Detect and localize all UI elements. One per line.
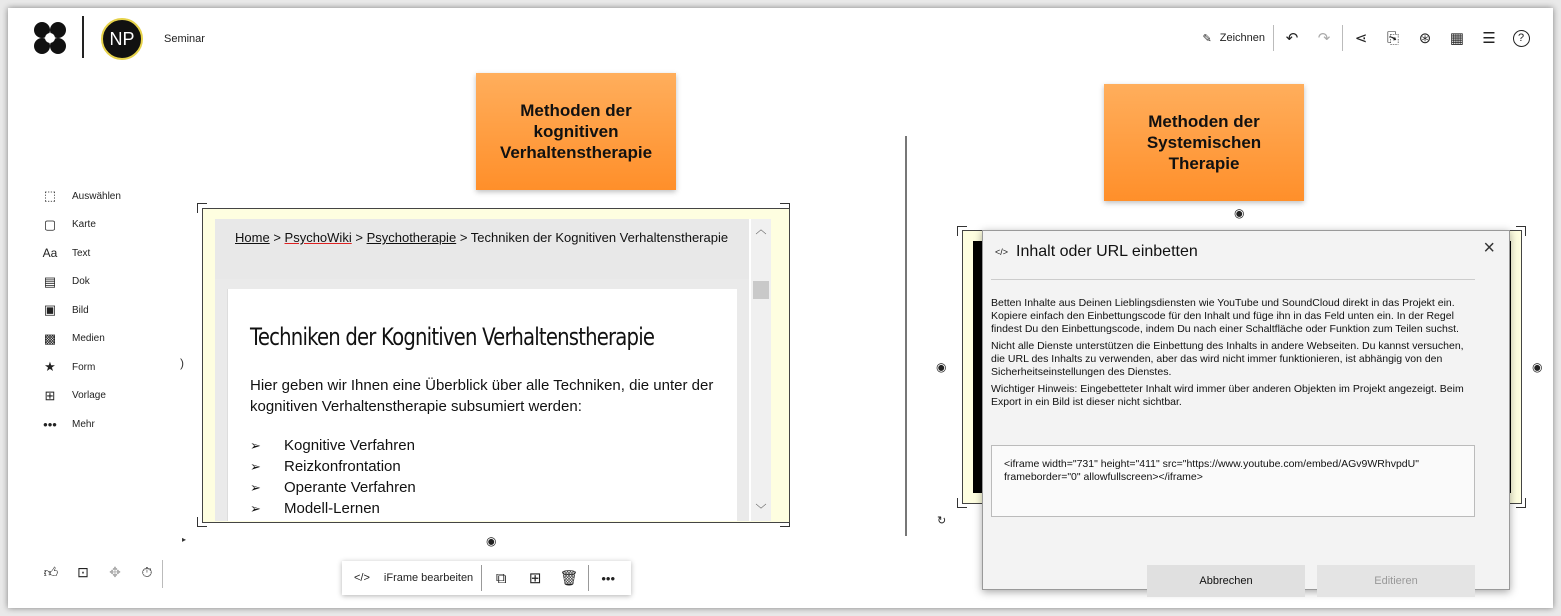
sidebar-item-label: Karte xyxy=(72,219,96,231)
edit-iframe-button[interactable] xyxy=(348,561,479,595)
caret-icon: ▸ xyxy=(182,535,187,544)
sidebar-item-card[interactable] xyxy=(38,211,178,240)
dialog-title xyxy=(995,243,1198,261)
toolbar-separator xyxy=(481,565,482,591)
sidebar-item-more[interactable] xyxy=(38,410,178,439)
iframe-card[interactable] xyxy=(202,208,790,523)
delete-button[interactable] xyxy=(552,561,586,595)
save-button[interactable] xyxy=(1377,22,1409,54)
redo-icon: ↷ xyxy=(1317,30,1331,47)
sidebar-item-label: Dok xyxy=(72,276,90,288)
duplicate-icon: ⧉ xyxy=(495,569,507,587)
heading-text: Methoden der kognitiven Verhaltenstherapie xyxy=(499,101,653,162)
top-toolbar xyxy=(1199,22,1537,54)
like-icon[interactable]: 👍︎ xyxy=(43,564,59,580)
embed-code-input[interactable]: <iframe width="731" height="411" src="https://www.youtube.com/embed/AGv9WRhvpdU" frameborder="0" allowfullscreen></iframe> xyxy=(991,445,1475,517)
sidebar-item-label: Mehr xyxy=(72,418,95,430)
toolbar-separator xyxy=(1342,25,1343,51)
section-divider xyxy=(905,136,907,536)
add-icon: ⊞ xyxy=(528,570,542,587)
duplicate-button[interactable] xyxy=(484,561,518,595)
heading-card-systemic[interactable] xyxy=(1104,84,1304,201)
article-intro: Hier geben wir Ihnen eine Überblick über alle Techniken, die unter der kognitiven Verhaltenstherapie subsumiert werden: xyxy=(250,377,714,415)
close-icon[interactable]: × xyxy=(1483,237,1495,259)
doc-icon: ▤ xyxy=(43,273,57,289)
list-item-text: Operante Verfahren xyxy=(284,479,416,496)
breadcrumb-current: Techniken der Kognitiven Verhaltenstherapie xyxy=(470,230,729,245)
dialog-divider xyxy=(991,279,1475,280)
media-icon: ▩ xyxy=(43,330,57,346)
bottom-left-tools xyxy=(42,564,156,581)
list-item-text: Kognitive Verfahren xyxy=(284,437,415,454)
breadcrumb-home-link[interactable]: Home xyxy=(235,230,270,245)
draw-button[interactable] xyxy=(1199,22,1271,54)
article-title: Techniken der Kognitiven Verhaltenstherapie xyxy=(250,323,655,351)
list-item xyxy=(250,477,416,498)
toolbar-separator xyxy=(1273,25,1274,51)
sidebar-item-label: Form xyxy=(72,361,96,373)
save-icon: ⎘ xyxy=(1386,29,1399,47)
card-anchor-icon[interactable]: ◉ xyxy=(1532,360,1543,374)
draw-label: Zeichnen xyxy=(1219,32,1265,44)
dialog-paragraph: Wichtiger Hinweis: Eingebetteter Inhalt wird immer über anderen Objekten im Projekt angezeigt. Beim Export in ein Bild ist dieser nicht sichtbar. xyxy=(991,383,1464,408)
sidebar-item-select[interactable] xyxy=(38,182,178,211)
embed-dialog xyxy=(982,230,1510,590)
rotate-icon[interactable]: ↻ xyxy=(937,515,947,527)
list-item xyxy=(250,435,416,456)
share-button[interactable] xyxy=(1345,22,1377,54)
app-logo-icon[interactable] xyxy=(32,20,68,56)
present-icon[interactable]: ⊡ xyxy=(77,564,89,580)
tool-sidebar xyxy=(38,182,178,439)
sidebar-item-image[interactable] xyxy=(38,296,178,325)
more-icon: ••• xyxy=(43,416,57,432)
template-icon: ⊞ xyxy=(44,387,56,403)
undo-icon: ↶ xyxy=(1285,30,1299,47)
logo-divider xyxy=(82,16,84,58)
card-anchor-icon[interactable]: ◉ xyxy=(936,360,947,374)
redo-button[interactable] xyxy=(1308,22,1340,54)
sidebar-item-label: Text xyxy=(72,247,91,259)
list-item xyxy=(250,456,416,477)
technique-list xyxy=(250,435,416,519)
star-icon: ★ xyxy=(44,359,56,375)
trash-icon: 🗑︎ xyxy=(559,570,579,587)
dialog-description xyxy=(991,297,1477,413)
embed-icon: </> xyxy=(995,247,1009,257)
iframe-toolbar xyxy=(342,561,631,595)
help-button[interactable] xyxy=(1505,22,1537,54)
bullet-arrow-icon: ➢ xyxy=(250,459,261,474)
timer-icon[interactable]: ⏱︎ xyxy=(141,564,153,580)
sidebar-item-shape[interactable] xyxy=(38,353,178,382)
more-icon: ••• xyxy=(601,570,616,586)
sidebar-item-template[interactable] xyxy=(38,382,178,411)
heading-card-cbt[interactable] xyxy=(476,73,676,190)
export-icon: ⊛ xyxy=(1418,30,1432,47)
image-icon: ▣ xyxy=(43,302,57,318)
edit-button[interactable]: Editieren xyxy=(1317,565,1475,597)
heading-text: Methoden der Systemischen Therapie xyxy=(1146,112,1262,173)
share-icon: ⋖ xyxy=(1354,30,1368,47)
text-icon: Aa xyxy=(42,246,58,261)
card-anchor-icon[interactable]: ◉ xyxy=(486,534,497,548)
list-item xyxy=(250,498,416,519)
bullet-arrow-icon: ➢ xyxy=(250,480,261,495)
list-item-text: Modell-Lernen xyxy=(284,500,380,517)
scroll-down-icon[interactable]: ﹀ xyxy=(755,504,767,516)
table-button[interactable] xyxy=(1441,22,1473,54)
breadcrumb-separator: > xyxy=(459,230,468,245)
board-name[interactable]: Seminar xyxy=(164,33,205,45)
scroll-up-icon[interactable]: ︿ xyxy=(755,224,767,236)
sidebar-item-label: Medien xyxy=(72,333,105,345)
scroll-thumb[interactable] xyxy=(753,281,769,299)
sidebar-item-media[interactable] xyxy=(38,325,178,354)
sidebar-item-text[interactable] xyxy=(38,239,178,268)
settings-icon: ☰ xyxy=(1482,30,1496,47)
breadcrumb xyxy=(215,219,749,279)
add-copy-button[interactable] xyxy=(518,561,552,595)
iframe-scrollbar[interactable] xyxy=(751,219,771,521)
card-anchor-icon[interactable]: ◉ xyxy=(1234,206,1245,220)
avatar-initials: NP xyxy=(109,28,135,49)
dialog-title-text: Inhalt oder URL einbetten xyxy=(1016,243,1198,260)
breadcrumb-psychotherapie-link[interactable]: Psychotherapie xyxy=(366,230,457,245)
dialog-paragraph: Nicht alle Dienste unterstützen die Einbettung des Inhalts in andere Webseiten. Du kannst versuchen, die URL des Inhalts zu verwenden, aber das wird nicht immer funktionieren, ist abhängig von den Sicherheitseinstellungen des Dienstes. xyxy=(991,340,1464,378)
more-options-button[interactable] xyxy=(591,561,625,595)
iframe-viewport[interactable] xyxy=(215,219,771,521)
list-item-text: Reizkonfrontation xyxy=(284,458,401,475)
pen-icon: ✎ xyxy=(1202,32,1212,45)
sidebar-item-label: Vorlage xyxy=(72,390,106,402)
settings-button[interactable] xyxy=(1473,22,1505,54)
code-icon: </> xyxy=(354,572,370,584)
app-frame xyxy=(8,8,1553,608)
collapse-sidebar-icon[interactable]: ) xyxy=(180,356,184,370)
help-icon: ? xyxy=(1513,30,1530,47)
breadcrumb-psychowiki-link[interactable]: PsychoWiki xyxy=(284,230,352,245)
breadcrumb-separator: > xyxy=(273,230,281,245)
card-icon: ▢ xyxy=(43,216,57,232)
toolbar-separator xyxy=(588,565,589,591)
sidebar-item-label: Auswählen xyxy=(72,190,121,202)
cancel-button[interactable]: Abbrechen xyxy=(1147,565,1305,597)
move-icon[interactable]: ✥ xyxy=(109,564,121,580)
breadcrumb-separator: > xyxy=(355,230,363,245)
bullet-arrow-icon: ➢ xyxy=(250,438,261,453)
article-body xyxy=(227,289,737,521)
table-icon: ▦ xyxy=(1449,30,1465,47)
edit-iframe-label: iFrame bearbeiten xyxy=(383,572,474,584)
sidebar-item-doc[interactable] xyxy=(38,268,178,297)
sidebar-item-label: Bild xyxy=(72,304,89,316)
select-icon: ⬚ xyxy=(43,188,57,204)
undo-button[interactable] xyxy=(1276,22,1308,54)
tools-separator xyxy=(162,560,163,588)
export-button[interactable] xyxy=(1409,22,1441,54)
bullet-arrow-icon: ➢ xyxy=(250,501,261,516)
dialog-paragraph: Betten Inhalte aus Deinen Lieblingsdiensten wie YouTube und SoundCloud direkt in das Projekt ein. Kopiere einfach den Einbettungscode für den Inhalt und füge ihn in das Feld unten ein. In der Regel findest Du den Einbettungscode, indem Du nach einer Schaltfläche oder Funktion zum Teilen suchst. xyxy=(991,297,1459,335)
avatar[interactable] xyxy=(101,18,143,60)
